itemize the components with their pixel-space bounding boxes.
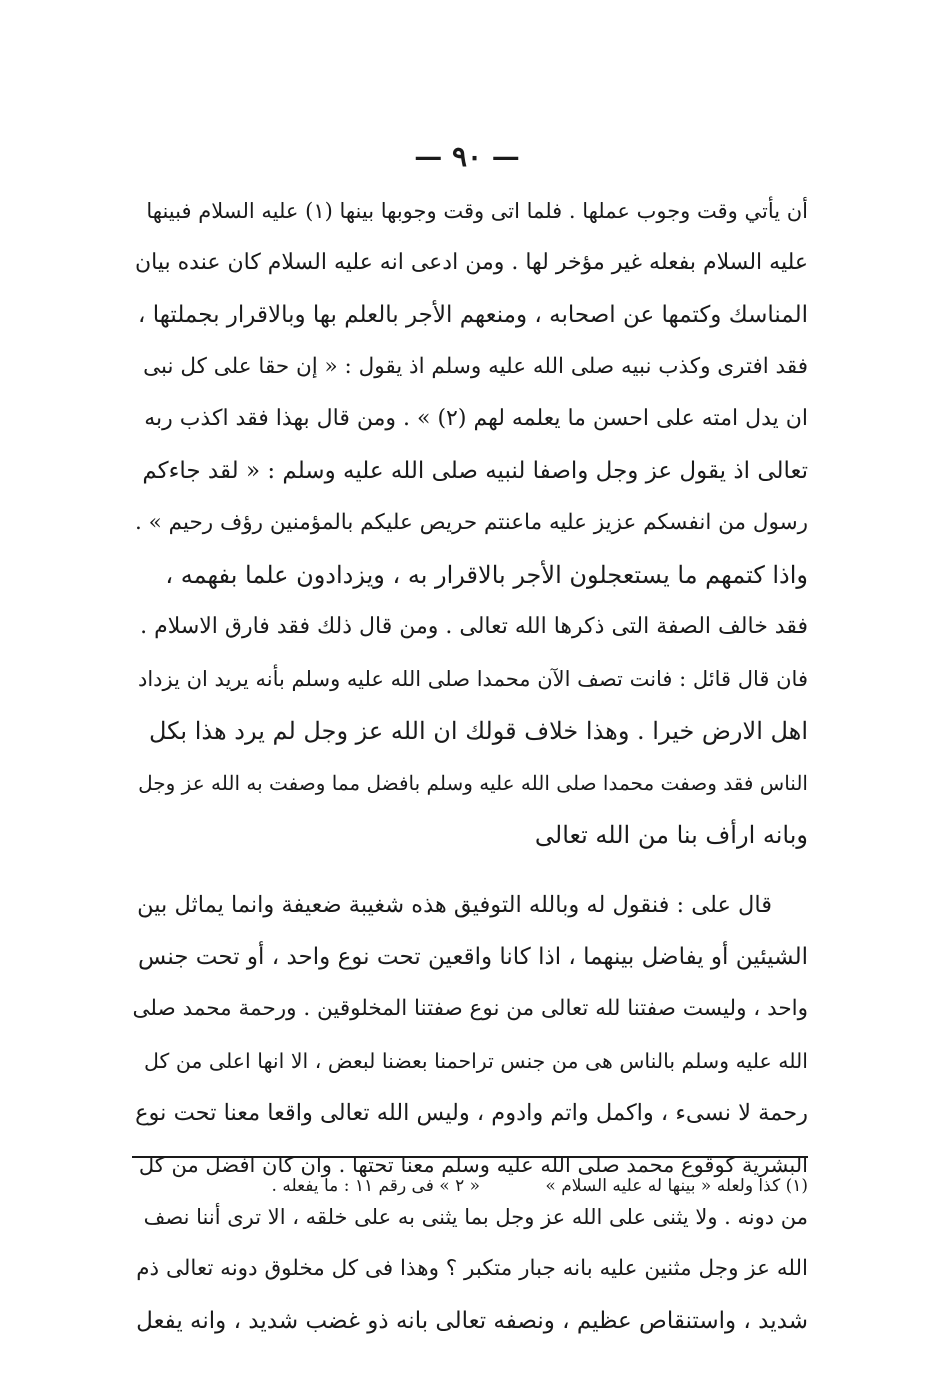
text-line: رحمة لا نسىء ، واكمل واتم وادوم ، وليس الله تعالى واقعا معنا تحت نوع [135, 1100, 808, 1126]
text-line: الله عز وجل مثنين عليه بانه جبار متكبر ؟ وهذا فى كل مخلوق دونه تعالى ذم [136, 1256, 808, 1281]
text-line: تعالى اذ يقول عز وجل واصفا لنبيه صلى الله عليه وسلم : « لقد جاءكم [142, 458, 808, 484]
footnotes [132, 1172, 808, 1200]
text-line: واحد ، وليست صفتنا لله تعالى من نوع صفتنا المخلوقين . ورحمة محمد صلى [132, 996, 808, 1021]
text-line: من دونه . ولا يثنى على الله عز وجل بما يثنى به على خلقه ، الا ترى أننا نصف [143, 1205, 808, 1229]
text-line: فان قال قائل : فانت تصف الآن محمدا صلى الله عليه وسلم بأنه يريد ان يزداد [137, 667, 808, 691]
paragraph-2 [132, 879, 808, 1347]
text-line: عليه السلام بفعله غير مؤخر لها . ومن ادعى انه عليه السلام كان عنده بيان [135, 250, 808, 275]
text-line: فقد افترى وكذب نبيه صلى الله عليه وسلم اذ يقول : « إن حقا على كل نبى [143, 354, 808, 379]
text-line: أن يأتي وقت وجوب عملها . فلما اتى وقت وجوبها بينها (١) عليه السلام فبينها [146, 199, 808, 223]
page-number: — ٩٠ — [414, 140, 520, 173]
text-line: الله عليه وسلم بالناس هى من جنس تراحمنا بعضنا لبعض ، الا انها اعلى من كل [144, 1049, 808, 1073]
footnote-2: « ٢ » فى رقم ١١ : ما يفعله . [271, 1176, 481, 1196]
text-line: وبانه ارأف بنا من الله تعالى [534, 821, 808, 849]
text-line: شديد ، واستنقاص عظيم ، ونصفه تعالى بانه ذو غضب شديد ، وانه يفعل [136, 1308, 808, 1334]
text-line: واذا كتمهم ما يستعجلون الأجر بالاقرار به ، ويزدادون علما بفهمه ، [165, 561, 808, 589]
text-line: المناسك وكتمها عن اصحابه ، ومنعهم الأجر بالعلم بها وبالاقرار بجملتها ، [138, 302, 808, 328]
paragraph-1 [132, 185, 808, 861]
text-line: البشرية كوقوع محمد صلى الله عليه وسلم معنا تحتها . وان كان افضل من كل [138, 1153, 808, 1177]
footnote-1: (١) كذا ولعله « بينها له عليه السلام » [545, 1176, 808, 1196]
text-line: قال على : فنقول له وبالله التوفيق هذه شغيبة ضعيفة وانما يماثل بين [137, 892, 772, 918]
text-line: ان يدل امته على احسن ما يعلمه لهم (٢) » . ومن قال بهذا فقد اكذب ربه [144, 406, 808, 431]
paragraph-gap [132, 861, 808, 879]
text-line: فقد خالف الصفة التى ذكرها الله تعالى . ومن قال ذلك فقد فارق الاسلام . [140, 614, 808, 639]
text-line: الشيئين أو يفاضل بينهما ، اذا كانا واقعين تحت نوع واحد ، أو تحت جنس [138, 944, 808, 970]
text-line: رسول من انفسكم عزيز عليه ماعنتم حريص عليكم بالمؤمنين رؤف رحيم » . [135, 510, 808, 535]
text-line: الناس فقد وصفت محمدا صلى الله عليه وسلم بافضل مما وصفت به الله عز وجل [138, 771, 808, 795]
footnote-divider [132, 1156, 808, 1158]
text-line: اهل الارض خيرا . وهذا خلاف قولك ان الله عز وجل لم يرد هذا بكل [148, 717, 808, 745]
